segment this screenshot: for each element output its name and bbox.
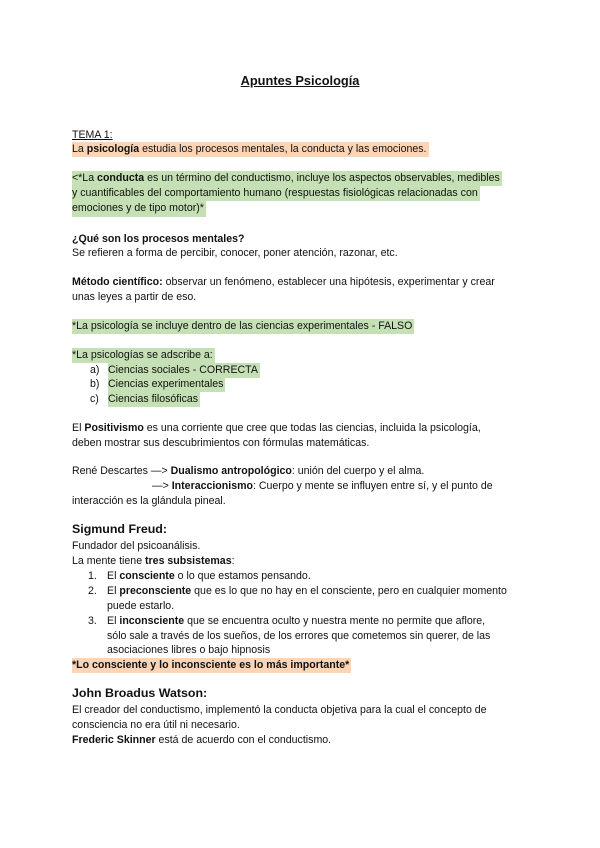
text: unas leyes a partir de eso. bbox=[72, 291, 197, 304]
text: es una corriente que cree que todas las ciencias, incluida la psicología, bbox=[143, 422, 481, 434]
term: conducta bbox=[97, 172, 145, 184]
term: Método científico: bbox=[72, 276, 163, 288]
text: La mente tiene bbox=[72, 555, 146, 567]
freud-text bbox=[72, 554, 235, 569]
term: Positivismo bbox=[84, 422, 144, 434]
watson-heading: John Broadus Watson: bbox=[72, 686, 208, 700]
term: preconsciente bbox=[119, 585, 192, 597]
term: Interaccionismo bbox=[171, 480, 253, 492]
text: *La psicología se incluye dentro de las ciencias experimentales - FALSO bbox=[72, 319, 414, 334]
freud-item bbox=[88, 569, 311, 584]
text: observar un fenómeno, establecer una hipótesis, experimentar y crear bbox=[162, 276, 495, 288]
text: : bbox=[231, 555, 235, 567]
freud-item-cont: asociaciones libres o bajo hipnosis bbox=[107, 644, 271, 656]
text: emociones y de tipo motor)* bbox=[72, 201, 206, 216]
adscribe-item bbox=[90, 363, 260, 378]
text: *La psicologías se adscribe a: bbox=[72, 348, 215, 363]
term: consciente bbox=[119, 570, 175, 582]
text: *Lo consciente y lo inconsciente es lo más importante* bbox=[72, 658, 351, 673]
freud-item-cont: puede estarlo. bbox=[107, 600, 175, 612]
freud-item bbox=[88, 614, 485, 629]
interaccionismo-line bbox=[152, 479, 493, 494]
text: El bbox=[107, 615, 120, 627]
text: Ciencias filosóficas bbox=[108, 392, 200, 407]
watson-text: consciencia no era útil ni necesario. bbox=[72, 719, 240, 731]
term: tres subsistemas bbox=[145, 555, 232, 567]
term: Dualismo antropológico bbox=[170, 465, 292, 477]
text: está de acuerdo con el conductismo. bbox=[155, 734, 332, 746]
list-marker: 2. bbox=[88, 585, 97, 597]
text: deben mostrar sus descubrimientos con fórmulas matemáticas. bbox=[72, 437, 370, 450]
list-marker: c) bbox=[90, 393, 99, 405]
freud-item bbox=[88, 584, 507, 599]
list-marker: a) bbox=[90, 364, 100, 376]
text: y cuantificables del comportamiento humano (respuestas fisiológicas relacionadas con bbox=[72, 186, 480, 201]
text: —> bbox=[152, 480, 172, 492]
freud-text: Fundador del psicoanálisis. bbox=[72, 540, 201, 552]
term: psicología bbox=[86, 143, 140, 155]
positivismo-paragraph bbox=[72, 421, 481, 451]
tema-heading: TEMA 1: bbox=[72, 129, 113, 141]
interaccionismo-line: interacción es la glándula pineal. bbox=[72, 495, 226, 507]
text: La bbox=[72, 143, 87, 155]
term: inconsciente bbox=[119, 615, 185, 627]
freud-note bbox=[72, 658, 351, 673]
freud-item-cont: sólo sale a través de los sueños, de los errores que cometemos sin querer, de las bbox=[107, 630, 491, 642]
conducta-note bbox=[72, 171, 502, 217]
watson-text bbox=[72, 733, 331, 748]
text: o lo que estamos pensando. bbox=[174, 570, 311, 582]
text: es un término del conductismo, incluye los aspectos observables, medibles bbox=[144, 172, 500, 184]
list-marker: 3. bbox=[88, 615, 97, 627]
text: El bbox=[107, 585, 120, 597]
question-answer: Se refieren a forma de percibir, conocer, poner atención, razonar, etc. bbox=[72, 247, 398, 259]
list-marker: b) bbox=[90, 378, 100, 390]
text: que se encuentra oculto y nuestra mente no permite que aflore, bbox=[184, 615, 486, 627]
text: Ciencias experimentales bbox=[108, 377, 225, 392]
term: Frederic Skinner bbox=[72, 734, 156, 746]
adscribe-item bbox=[90, 377, 225, 392]
freud-heading: Sigmund Freud: bbox=[72, 522, 167, 536]
psicologia-definition bbox=[72, 142, 429, 157]
text: <*La bbox=[72, 172, 98, 184]
metodo-paragraph bbox=[72, 275, 495, 305]
text: René Descartes —> bbox=[72, 465, 171, 477]
text: : Cuerpo y mente se influyen entre sí, y el punto de bbox=[252, 480, 493, 492]
text: Ciencias sociales - CORRECTA bbox=[108, 363, 260, 378]
falso-note bbox=[72, 319, 414, 334]
text: El bbox=[107, 570, 120, 582]
descartes-line bbox=[72, 464, 424, 479]
text: estudia los procesos mentales, la conducta y las emociones. bbox=[139, 143, 427, 155]
adscribe-item bbox=[90, 392, 200, 407]
text: que es lo que no hay en el consciente, pero en cualquier momento bbox=[191, 585, 507, 597]
list-marker: 1. bbox=[88, 570, 97, 582]
page-title: Apuntes Psicología bbox=[240, 73, 360, 88]
adscribe-heading bbox=[72, 348, 215, 363]
question-heading: ¿Qué son los procesos mentales? bbox=[72, 233, 245, 245]
watson-text: El creador del conductismo, implementó la conducta objetiva para la cual el concepto de bbox=[72, 704, 487, 716]
text: : unión del cuerpo y el alma. bbox=[291, 465, 425, 477]
text: El bbox=[72, 422, 85, 434]
